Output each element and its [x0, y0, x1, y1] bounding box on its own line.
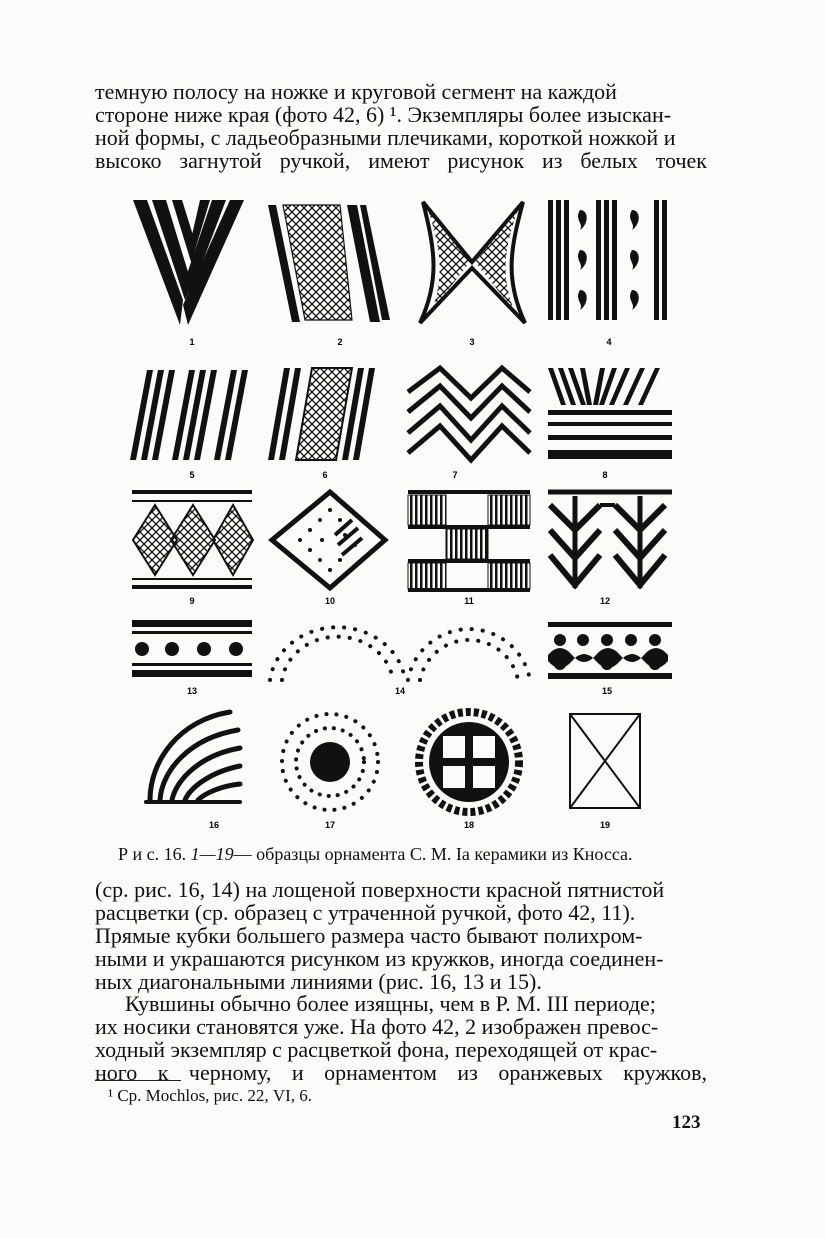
text-line: (ср. рис. 16, 14) на лощеной поверхности красной пятнистой: [95, 877, 665, 902]
figure-label: 15: [601, 686, 613, 696]
text-line: Кувшины обычно более изящны, чем в Р. М. III периоде;: [125, 991, 656, 1016]
ornament-2: [268, 205, 390, 322]
ornament-6: [268, 368, 375, 460]
figure-caption: [118, 843, 708, 865]
ornament-13: [132, 620, 252, 677]
text-line: ного к черному, и орнаментом из оранжевых кружков,: [95, 1060, 707, 1085]
text-line: ходный экземпляр с расцветкой фона, переходящей от крас-: [95, 1037, 658, 1062]
figure-label: 9: [189, 596, 195, 606]
ornament-19: [570, 714, 640, 808]
paragraph-middle: [95, 878, 707, 993]
figure-label: 1: [189, 337, 195, 347]
ornament-14: [270, 627, 530, 680]
text-line: стороне ниже края (фото 42, 6) ¹. Экземпляры более изыскан-: [95, 102, 672, 127]
figure-label: 4: [606, 337, 612, 347]
ornament-3: [420, 202, 525, 323]
ornament-4: [548, 200, 667, 320]
ornament-5: [130, 370, 248, 460]
figure-label: 6: [322, 470, 328, 480]
paragraph-bottom: [95, 992, 707, 1084]
ornament-11: [408, 490, 530, 592]
text-line: Прямые кубки большего размера часто бывают полихром-: [95, 923, 643, 948]
figure-label: 3: [469, 337, 475, 347]
ornament-10: [272, 492, 385, 588]
text-line: их носики становятся уже. На фото 42, 2 изображен превос-: [95, 1014, 659, 1039]
figure-label: 16: [208, 820, 220, 830]
ornament-1: [133, 200, 244, 325]
page-number: 123: [672, 1112, 701, 1133]
figure-label: 10: [324, 596, 336, 606]
figure-label: 19: [599, 820, 611, 830]
ornament-7: [408, 368, 530, 460]
figure-label: 18: [463, 820, 475, 830]
figure-label: 11: [464, 596, 474, 606]
text-line: ными и украшаются рисунком из кружков, иногда соединен-: [95, 946, 664, 971]
text-line: высоко загнутой ручкой, имеют рисунок из белых точек: [95, 148, 707, 173]
figure-label: 14: [394, 686, 406, 696]
figure-label: 12: [599, 596, 611, 606]
figure-label: 17: [324, 820, 336, 830]
figure-label: 2: [337, 337, 343, 347]
ornament-15: [548, 622, 672, 679]
footnote: ¹ Ср. Mochlos, рис. 22, VI, 6.: [108, 1086, 313, 1105]
ornament-12: [548, 492, 672, 588]
ornament-16: [146, 712, 240, 802]
text-line: ных диагональными линиями (рис. 16, 13 и 15).: [95, 969, 542, 994]
text-line: расцветки (ср. образец с утраченной ручкой, фото 42, 11).: [95, 900, 636, 925]
figure-label: 7: [452, 470, 458, 480]
text-line: темную полосу на ножке и круговой сегмент на каждой: [95, 79, 617, 104]
caption-text: — образцы орнамента С. М. Ia керамики из Кносса.: [233, 844, 633, 864]
caption-range: 1—19: [190, 844, 234, 864]
ornament-8: [548, 368, 672, 459]
text-line: ной формы, с ладьеобразными плечиками, короткой ножкой и: [95, 125, 676, 150]
figure-label: 8: [602, 470, 608, 480]
figure-label: 5: [189, 470, 195, 480]
figure-label: 13: [186, 686, 198, 696]
caption-prefix: Р и с. 16.: [118, 844, 187, 864]
ornament-18: [419, 712, 519, 812]
footnote-rule: [95, 1080, 181, 1081]
ornament-9: [132, 490, 253, 589]
ornament-17: [282, 714, 378, 810]
